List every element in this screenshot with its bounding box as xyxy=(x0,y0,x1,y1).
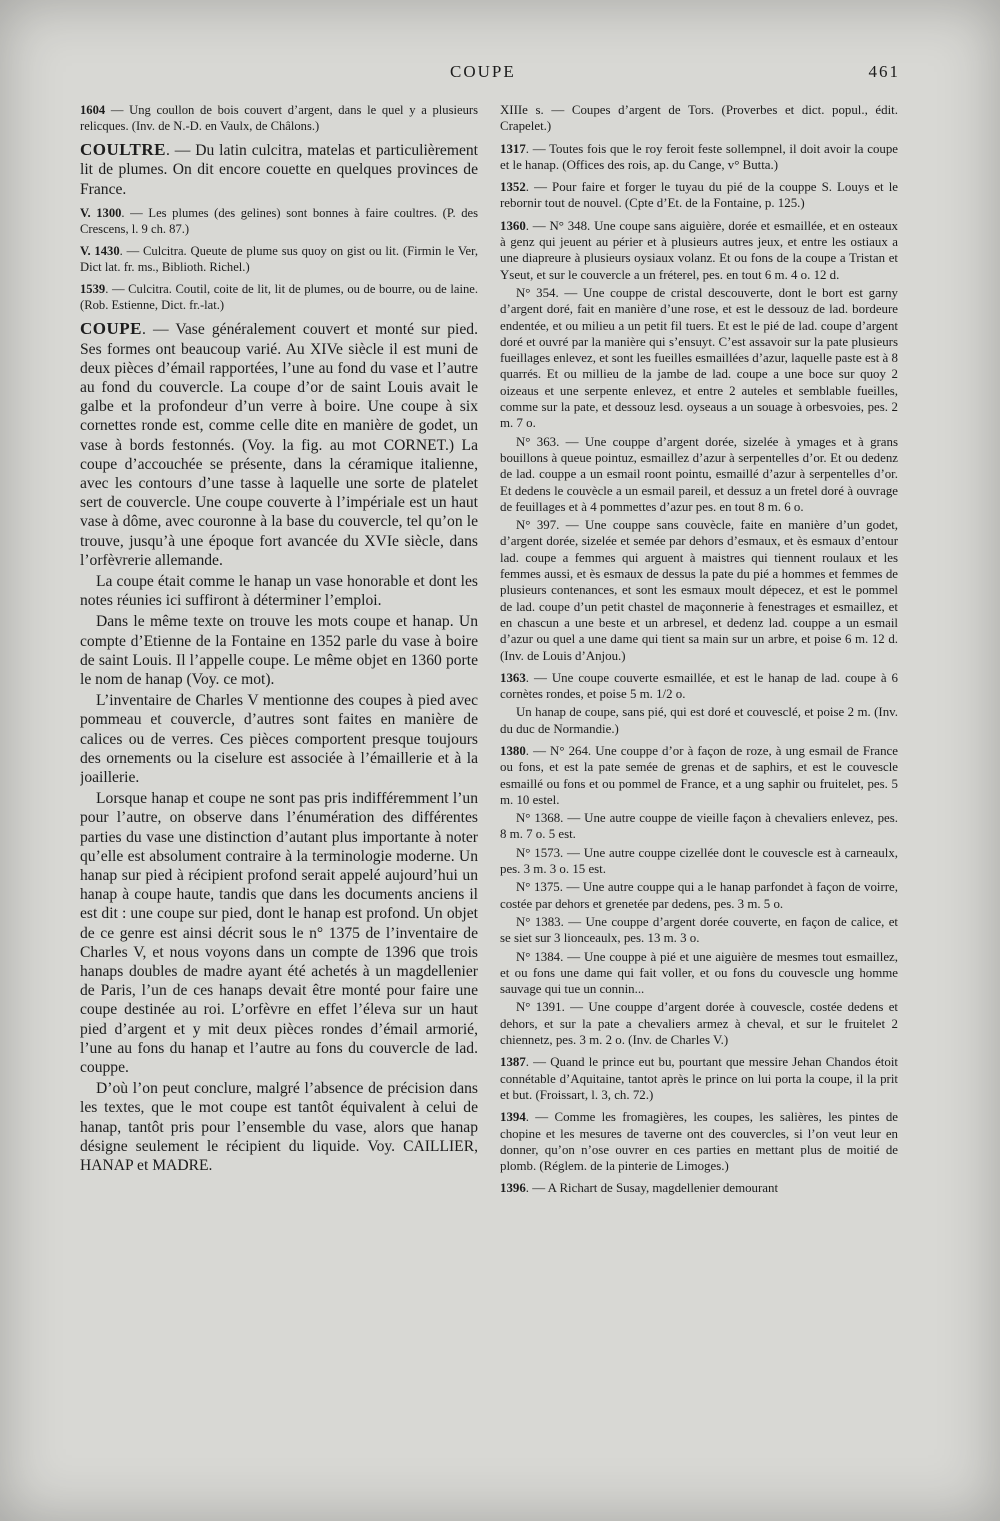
citation-year: 1396 xyxy=(500,1181,526,1196)
paragraph-text: Lorsque hanap et coupe ne sont pas pris indifféremment l’un pour l’autre, on observe dans l’énumération des différentes parties du vase une distinction d’autant plus importante à noter qu’elle est absolument contraire à la terminologie moderne. Un hanap sur pied à récipient profond serait appelé aujourd’hui un hanap à coupe haute, tandis que dans les documents anciens il est dit : une coupe sur pied, dont le hanap est profond. Un objet de ce genre est ainsi décrit sous le n° 1375 de l’inventaire de Charles V, et nous voyons dans un compte de 1396 que trois hanaps doubles de madre ayant été achetés à un magdellenier de Paris, l’un de ces hanaps devait être monté pour faire une coupe destinée au roi. L’orfèvre en effet l’éleva sur un haut pied d’argent et y mit deux pièces rondes d’émail armorié, l’une au fons du hanap et l’autre au fons du couvercle de lad. couppe. xyxy=(80,790,478,1077)
citation-year: V. 1300 xyxy=(80,205,122,220)
paragraph xyxy=(80,140,478,199)
paragraph xyxy=(500,949,898,998)
paragraph xyxy=(80,1079,478,1175)
paragraph xyxy=(500,879,898,912)
paragraph-text: N° 354. — Une couppe de cristal descouverte, dont le bort est garny d’argent doré, fait en manière d’une rose, et est le dessouz de lad. bordeure endentée, et ou milieu a un petit fil tuers. Et est le pié de lad. coupe d’argent doré et ouvré par la manière qui s’ensuyt. C’est assavoir sur la pate plusieurs fueillages enlevez, et sont les fueilles esmaillées d’azur, laquelle paste est à 8 quarrés. Et ou millieu de la jambe de lad. coupe a une boce sur quoy 2 oizeaus et une serpente enlevez, et entre 2 auteles et semblable fueilles, comme sur la pate, et dessouz lesd. oyseaus a un souage à orbesvoies, pes. 2 m. 7 o. xyxy=(500,285,898,431)
paragraph xyxy=(80,102,478,134)
left-column xyxy=(80,102,478,1352)
paragraph xyxy=(80,789,478,1077)
paragraph-text: XIIIe s. — Coupes d’argent de Tors. (Proverbes et dict. popul., édit. Crapelet.) xyxy=(500,103,898,134)
paragraph-text: . — Les plumes (des gelines) sont bonnes à faire coultres. (P. des Crescens, l. 9 ch. 87.) xyxy=(80,205,478,236)
paragraph xyxy=(500,1180,898,1196)
paragraph-text: Dans le même texte on trouve les mots coupe et hanap. Un compte d’Etienne de la Fontaine en 1352 parle du vase à boire de saint Louis. Il l’appelle coupe. Le même objet en 1360 porte le nom de hanap (Voy. ce mot). xyxy=(80,613,478,689)
paragraph-text: . — Une coupe couverte esmaillée, et est le hanap de lad. coupe à 6 cornètes rondes, et poise 5 m. 1/2 o. xyxy=(500,670,898,702)
paragraph-text: N° 363. — Une couppe d’argent dorée, sizelée à ymages et à grans bouillons à queue pointuz, esmaillez d’azur à serpentelles d’or. Et ou dedenz de lad. couppe a un esmail roont pointu, esmaillé d’azur à serpentelles d’or. Et dedens le couvècle a un esmail pareil, et dessuz a un fretel doré à ouvrage de feuillages et à 4 pommettes d’azur pes. en tout 8 m. 6 o. xyxy=(500,434,898,514)
paragraph-text: . — Quand le prince eut bu, pourtant que messire Jehan Chandos étoit connétable d’Aquitaine, tantot après le prince on lui porta la coupe, il la prit et but. (Froissart, l. 3, ch. 72.) xyxy=(500,1055,898,1102)
citation-year: 1380 xyxy=(500,743,526,758)
paragraph-text: N° 397. — Une couppe sans couvècle, faite en manière d’un godet, d’argent dorée, sizelée et semée par dehors d’esmaux, et ès esmaux d’entour lad. coupe a femmes qui arguent à maistres qui tiennent roulaux et les femmes aussi, et ès esmaux de dessus la pate du pié a hommes et femmes de plusieurs contenances, et sont les esmaux moult dépecez, et est le pommel de lad. coupe d’un petit chastel de maçonnerie à fenestrages et esmaillez, et en chascun a une beste et un arbresel, et dedenz lad. couppe a un esmail d’azur ou quel a une dame qui tient sa main sur un arbre, et poise 6 m. 12 d. (Inv. de Louis d’Anjou.) xyxy=(500,518,898,663)
paragraph-text: N° 1383. — Une couppe d’argent dorée couverte, en façon de calice, et se siet sur 3 lionceaulx, pes. 13 m. 3 o. xyxy=(500,914,898,946)
paragraph-text: . — Toutes fois que le roy feroit feste sollempnel, il doit avoir la coupe et le hanap. (Offices des rois, ap. du Cange, v° Butta.) xyxy=(500,141,898,172)
paragraph xyxy=(500,1054,898,1103)
paragraph-text: Un hanap de coupe, sans pié, qui est doré et couvesclé, et poise 2 m. (Inv. du duc de Normandie.) xyxy=(500,705,898,736)
entry-headword: COULTRE xyxy=(80,140,167,160)
paragraph-text: . — Culcitra. Queute de plume sus quoy on gist ou lit. (Firmin le Ver, Dict lat. fr. ms., Biblioth. Richel.) xyxy=(80,243,478,275)
page-number: 461 xyxy=(868,62,900,81)
paragraph xyxy=(80,572,478,610)
paragraph-text: . — Comme les fromagières, les coupes, les salières, les pintes de chopine et les mesures de taverne ont des couvercles, si l’on veut leur en donner, qu’on n’ose ouvrer en ces parties en mettant plus de moitié de plomb. (Réglem. de la pinterie de Limoges.) xyxy=(500,1110,898,1174)
paragraph-text: . — A Richart de Susay, magdellenier demourant xyxy=(525,1181,779,1196)
running-head-title: COUPE xyxy=(450,62,516,81)
paragraph xyxy=(500,179,898,212)
running-head xyxy=(80,62,900,86)
paragraph xyxy=(80,691,478,787)
paragraph-text: La coupe était comme le hanap un vase honorable et dont les notes réunies ici suffiront à déterminer l’emploi. xyxy=(80,573,478,610)
citation-year: 1352 xyxy=(500,180,526,195)
paragraph xyxy=(500,218,898,283)
citation-year: 1387 xyxy=(500,1055,526,1070)
paragraph-text: . — Pour faire et forger le tuyau du pié de la couppe S. Louys et le rebornir tout de nouvel. (Cpte d’Et. de la Fontaine, p. 125.) xyxy=(500,180,898,211)
paragraph-text: D’où l’on peut conclure, malgré l’absence de précision dans les textes, que le mot coupe est tantôt équivalent à celui de hanap, tantôt pris pour l’ensemble du vase, alors que hanap désigne seulement le récipient du liquide. Voy. CAILLIER, HANAP et MADRE. xyxy=(80,1080,478,1175)
citation-year: 1317 xyxy=(500,141,526,156)
paragraph xyxy=(500,810,898,843)
paragraph xyxy=(500,704,898,737)
paragraph-text: L’inventaire de Charles V mentionne des coupes à pied avec pommeau et couvercle, d’autres sont faites en manière de calices ou de verres. Ces pièces comportent presque toujours des ornements ou la ciselure est associée à l’émaillerie et à la joaillerie. xyxy=(80,692,478,787)
paragraph-text: N° 1375. — Une autre couppe qui a le hanap parfondet à façon de voirre, costée par dehors et grenetée par dedens, pes. 3 m. 5 o. xyxy=(500,880,898,911)
paragraph-text: N° 1384. — Une couppe à pié et une aiguière de mesmes tout esmaillez, et ou fons une dame qui fait voller, et ou fons du couvescle ung homme sauvage qui tue un connin... xyxy=(500,949,898,997)
paragraph xyxy=(80,612,478,689)
paragraph xyxy=(80,319,478,570)
paragraph xyxy=(500,914,898,947)
paragraph xyxy=(500,517,898,664)
paragraph-text: N° 1368. — Une autre couppe de vieille façon à chevaliers enlevez, pes. 8 m. 7 o. 5 est. xyxy=(500,811,898,842)
paragraph-text: . — Vase généralement couvert et monté sur pied. Ses formes ont beaucoup varié. Au XIVe siècle il est muni de deux pièces d’émail rapportées, l’une au fond du vase et l’autre au fond du couvercle. La coupe d’or de saint Louis avait le galbe et la profondeur d’un verre à boire. Une coupe à six cornettes ronde est, comme celle dite en manière de godet, un vase à bords festonnés. (Voy. la fig. au mot CORNET.) La coupe d’accouchée se présente, dans la céramique italienne, avec les contours d’une tasse à laquelle une sorte de platelet sert de couvercle. Une coupe couverte à l’impériale est un haut vase à dôme, avec couronne à la base du couvercle, tel qu’on le trouve, jusqu’à une époque fort avancée du XVIe siècle, dans l’orfèvrerie allemande. xyxy=(80,321,478,569)
paragraph-text: . — N° 264. Une couppe d’or à façon de roze, à ung esmail de France ou fons, et est la pate semée de grenas et de saphirs, et est le couvescle esmaillé ou fons et ou pommel de France, et a ung saphir ou fruitelet, pes. 5 m. 10 estel. xyxy=(500,743,898,807)
paragraph xyxy=(500,285,898,432)
paragraph xyxy=(80,281,478,313)
right-column xyxy=(500,102,898,1372)
paragraph xyxy=(500,845,898,878)
paragraph xyxy=(500,141,898,174)
paragraph xyxy=(500,434,898,515)
paragraph xyxy=(500,1109,898,1174)
paragraph xyxy=(80,243,478,275)
entry-headword: COUPE xyxy=(80,319,142,339)
paragraph-text: N° 1573. — Une autre couppe cizellée dont le couvescle est à carneaulx, pes. 3 m. 3 o. 15 est. xyxy=(500,845,898,877)
paragraph xyxy=(500,670,898,703)
paragraph xyxy=(80,205,478,237)
paragraph-text: . — Du latin culcitra, matelas et particulièrement lit de plumes. On dit encore couette en quelques provinces de France. xyxy=(80,142,478,198)
paragraph xyxy=(500,102,898,135)
citation-year: 1604 xyxy=(80,103,106,117)
citation-year: 1363 xyxy=(500,670,526,685)
paragraph-text: N° 1391. — Une couppe d’argent dorée à couvescle, costée dedens et dehors, et sur la pate a chevaliers armez à cheval, et sur le fruitelet 2 chiennetz, pes. 3 m. 2 o. (Inv. de Charles V.) xyxy=(500,1000,898,1048)
paragraph-text: . — N° 348. Une coupe sans aiguière, dorée et esmaillée, et en osteaux à genz qui jeuent au périer et à plusieurs autres jeux, et entre les ostiaux a une diapreure à plusieurs oysiaux volanz. Et ou fons de la coupe a Tristan et Yseut, et sur le couvercle a un fréterel, pes. en tout 6 m. 4 o. 12 d. xyxy=(500,218,898,282)
citation-year: 1360 xyxy=(500,218,526,233)
citation-year: V. 1430 xyxy=(80,243,120,258)
paragraph-text: . — Culcitra. Coutil, coite de lit, lit de plumes, ou de bourre, ou de laine. (Rob. Estienne, Dict. fr.-lat.) xyxy=(80,282,478,313)
paragraph xyxy=(500,743,898,808)
citation-year: 1539 xyxy=(80,282,106,297)
paragraph xyxy=(500,999,898,1048)
paragraph-text: — Ung coullon de bois couvert d’argent, dans le quel y a plusieurs relicques. (Inv. de N.-D. en Vaulx, de Châlons.) xyxy=(80,103,478,134)
citation-year: 1394 xyxy=(500,1110,526,1125)
